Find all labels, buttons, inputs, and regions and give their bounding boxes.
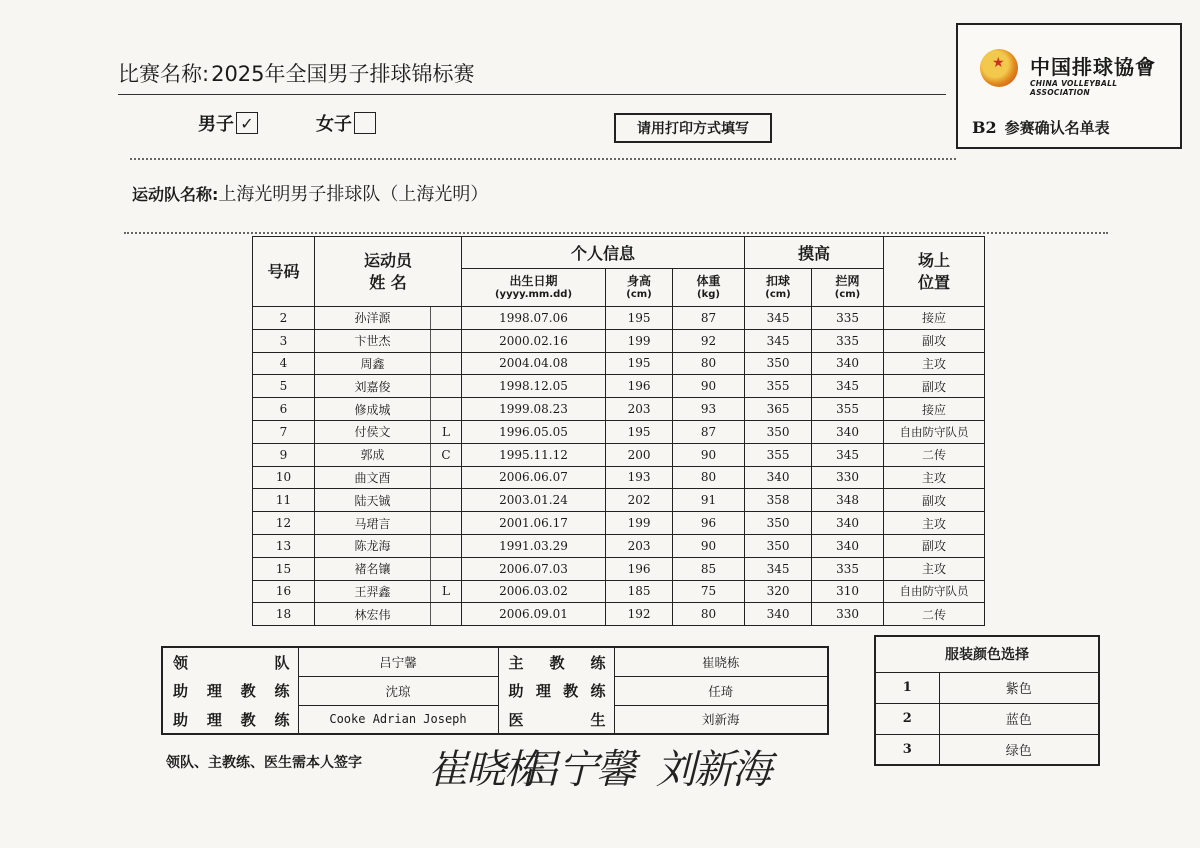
cell-role [431,557,462,580]
header-weight [673,269,745,307]
cell-role [431,603,462,626]
cell-block: 335 [812,307,884,330]
cell-pos: 主攻 [884,466,985,489]
table-row [253,329,985,352]
header-birth-format: (yyyy.mm.dd) [494,288,573,300]
table-row [253,580,985,603]
cell-spike: 355 [745,443,812,466]
uniform-color-name: 紫色 [939,672,1099,703]
cell-spike: 340 [745,603,812,626]
cell-birth: 1996.05.05 [462,420,606,443]
roster-body [253,307,985,626]
cell-no: 13 [253,534,315,557]
cell-spike: 350 [745,512,812,535]
cell-spike: 350 [745,534,812,557]
cell-height: 200 [606,443,673,466]
cell-role [431,466,462,489]
table-row [253,375,985,398]
cell-birth: 1999.08.23 [462,398,606,421]
staff-name-b: 崔晓栋 [614,647,828,676]
cell-weight: 87 [673,420,745,443]
male-checkbox[interactable]: ✓ [236,112,258,134]
cell-height: 185 [606,580,673,603]
cell-height: 199 [606,329,673,352]
table-row [253,307,985,330]
staff-name-b: 刘新海 [614,705,828,734]
cell-block: 345 [812,375,884,398]
cell-birth: 2001.06.17 [462,512,606,535]
cell-birth: 2004.04.08 [462,352,606,375]
staff-row [162,676,828,705]
cell-spike: 345 [745,557,812,580]
cell-spike: 345 [745,329,812,352]
cell-pos: 副攻 [884,329,985,352]
cell-name: 付侯文 [315,420,431,443]
header-weight-label: 体重 [696,273,721,288]
female-checkbox[interactable] [354,112,376,134]
team-name-label: 运动队名称: [132,185,219,204]
staff-row [162,705,828,734]
uniform-color-name: 绿色 [939,734,1099,765]
cell-name: 林宏伟 [315,603,431,626]
match-name-label: 比赛名称: [118,62,210,86]
cell-weight: 93 [673,398,745,421]
cell-height: 203 [606,398,673,421]
cell-weight: 75 [673,580,745,603]
cell-weight: 87 [673,307,745,330]
star-icon: ★ [992,55,1005,71]
cell-height: 202 [606,489,673,512]
header-position-line1: 场上 [918,250,951,270]
header-athlete-line1: 运动员 [364,250,413,270]
header-height-label: 身高 [627,273,652,288]
header-athlete [315,237,462,307]
header-position-line2: 位置 [918,272,951,292]
cell-name: 马珺言 [315,512,431,535]
cell-pos: 主攻 [884,352,985,375]
table-row [253,398,985,421]
header-height [606,269,673,307]
staff-role-a: 助理教练 [162,705,298,734]
cell-weight: 96 [673,512,745,535]
cell-block: 348 [812,489,884,512]
header-reach: 摸高 [745,237,884,269]
cell-birth: 2006.06.07 [462,466,606,489]
table-row [253,420,985,443]
association-name-cn: 中国排球協會 [1030,55,1156,79]
cell-role: C [431,443,462,466]
table-row [253,489,985,512]
cell-birth: 2006.03.02 [462,580,606,603]
cell-height: 199 [606,512,673,535]
cell-role [431,307,462,330]
table-row [253,466,985,489]
table-row [253,534,985,557]
uniform-color-title: 服装颜色选择 [875,636,1099,672]
print-instruction-box: 请用打印方式填写 [614,113,772,143]
cell-pos: 副攻 [884,534,985,557]
cell-birth: 2000.02.16 [462,329,606,352]
cell-no: 12 [253,512,315,535]
cell-pos: 自由防守队员 [884,580,985,603]
cell-block: 340 [812,420,884,443]
header-birth [462,269,606,307]
cell-no: 3 [253,329,315,352]
cell-block: 335 [812,557,884,580]
cell-height: 196 [606,557,673,580]
cell-spike: 355 [745,375,812,398]
header-birth-label: 出生日期 [509,273,558,288]
cell-birth: 1991.03.29 [462,534,606,557]
cell-block: 340 [812,512,884,535]
cell-role [431,398,462,421]
staff-table [161,646,829,735]
match-name-value: 2025年全国男子排球锦标赛 [211,62,475,86]
staff-role-a: 助理教练 [162,676,298,705]
cell-block: 335 [812,329,884,352]
match-underline [118,94,946,95]
header-personal-info: 个人信息 [462,237,745,269]
cell-weight: 92 [673,329,745,352]
cell-no: 5 [253,375,315,398]
cell-spike: 350 [745,420,812,443]
match-name-row [118,58,475,88]
table-row [253,443,985,466]
cell-height: 196 [606,375,673,398]
staff-name-b: 任琦 [614,676,828,705]
cell-block: 330 [812,603,884,626]
cell-role [431,512,462,535]
uniform-color-number: 1 [875,672,939,703]
staff-role-b: 医生 [498,705,614,734]
divider-dotted-top [130,158,956,160]
cell-name: 卞世杰 [315,329,431,352]
staff-name-a: 沈琼 [298,676,498,705]
cell-no: 18 [253,603,315,626]
cell-no: 9 [253,443,315,466]
cell-spike: 320 [745,580,812,603]
cell-name: 王羿鑫 [315,580,431,603]
cell-role [431,375,462,398]
female-option[interactable] [316,110,376,136]
cell-role: L [431,580,462,603]
cell-spike: 340 [745,466,812,489]
cell-pos: 副攻 [884,489,985,512]
cell-height: 193 [606,466,673,489]
form-code [972,117,1110,138]
signature-team-leader: 吕宁馨 [520,747,634,793]
team-name-row [132,180,488,206]
table-row [253,557,985,580]
cell-pos: 副攻 [884,375,985,398]
cell-pos: 自由防守队员 [884,420,985,443]
cell-pos: 二传 [884,443,985,466]
cell-name: 褚名镶 [315,557,431,580]
male-option[interactable] [198,110,258,136]
cell-no: 4 [253,352,315,375]
uniform-color-number: 3 [875,734,939,765]
cell-pos: 主攻 [884,512,985,535]
cell-height: 195 [606,352,673,375]
header-weight-unit: (kg) [697,288,720,300]
cell-no: 11 [253,489,315,512]
table-row [253,512,985,535]
cell-no: 16 [253,580,315,603]
cell-name: 刘嘉俊 [315,375,431,398]
cell-block: 340 [812,534,884,557]
header-athlete-line2: 姓 名 [369,272,407,292]
female-label: 女子 [316,114,352,135]
cell-birth: 2003.01.24 [462,489,606,512]
cell-height: 203 [606,534,673,557]
uniform-color-row [875,734,1099,765]
cell-birth: 2006.07.03 [462,557,606,580]
staff-name-a: 吕宁馨 [298,647,498,676]
cell-pos: 接应 [884,398,985,421]
cell-height: 192 [606,603,673,626]
cell-height: 195 [606,307,673,330]
table-row [253,603,985,626]
header-spike-label: 扣球 [766,273,791,288]
cell-pos: 接应 [884,307,985,330]
cell-spike: 358 [745,489,812,512]
uniform-color-row [875,703,1099,734]
table-row [253,352,985,375]
header-block [812,269,884,307]
uniform-color-name: 蓝色 [939,703,1099,734]
cell-spike: 345 [745,307,812,330]
cell-name: 郭成 [315,443,431,466]
cell-role [431,534,462,557]
cell-name: 陆天铖 [315,489,431,512]
cell-block: 330 [812,466,884,489]
cell-spike: 365 [745,398,812,421]
cell-name: 修成城 [315,398,431,421]
cell-role: L [431,420,462,443]
cell-weight: 90 [673,375,745,398]
cell-weight: 85 [673,557,745,580]
cell-birth: 2006.09.01 [462,603,606,626]
cell-birth: 1998.12.05 [462,375,606,398]
header-height-unit: (cm) [626,288,652,300]
team-name-value: 上海光明男子排球队（上海光明） [218,184,489,205]
header-position [884,237,985,307]
cell-weight: 90 [673,443,745,466]
cell-name: 周鑫 [315,352,431,375]
cell-birth: 1995.11.12 [462,443,606,466]
roster-table [252,236,985,626]
cell-birth: 1998.07.06 [462,307,606,330]
signature-head-coach: 崔晓栋 [428,747,542,793]
cell-pos: 二传 [884,603,985,626]
association-name-en: CHINA VOLLEYBALL ASSOCIATION [1030,79,1118,97]
cell-no: 2 [253,307,315,330]
cell-role [431,352,462,375]
uniform-color-row [875,672,1099,703]
staff-row [162,647,828,676]
cell-weight: 80 [673,466,745,489]
uniform-color-number: 2 [875,703,939,734]
uniform-color-body [875,672,1099,765]
cell-no: 6 [253,398,315,421]
male-label: 男子 [198,114,234,135]
cell-name: 曲文酉 [315,466,431,489]
staff-role-b: 主教练 [498,647,614,676]
signature-note: 领队、主教练、医生需本人签字 [166,755,362,771]
cell-weight: 80 [673,352,745,375]
cell-pos: 主攻 [884,557,985,580]
cell-no: 10 [253,466,315,489]
staff-body [162,647,828,734]
cell-block: 355 [812,398,884,421]
header-block-label: 拦网 [835,273,860,288]
form-code-id: B2 [972,118,997,137]
cell-name: 孙洋源 [315,307,431,330]
header-spike-unit: (cm) [765,288,791,300]
header-number: 号码 [253,237,315,307]
cell-no: 7 [253,420,315,443]
staff-role-b: 助理教练 [498,676,614,705]
cell-no: 15 [253,557,315,580]
header-block-unit: (cm) [834,288,861,300]
cell-spike: 350 [745,352,812,375]
cell-role [431,329,462,352]
cell-weight: 80 [673,603,745,626]
signature-doctor: 刘新海 [656,747,770,793]
cell-height: 195 [606,420,673,443]
uniform-color-table [874,635,1100,766]
header-spike [745,269,812,307]
cell-role [431,489,462,512]
form-id-box [956,23,1182,149]
cell-weight: 90 [673,534,745,557]
cell-name: 陈龙海 [315,534,431,557]
cell-block: 310 [812,580,884,603]
form-title: 参赛确认名单表 [1004,119,1110,137]
staff-role-a: 领队 [162,647,298,676]
cell-block: 345 [812,443,884,466]
divider-dotted-mid [124,232,1108,234]
cell-weight: 91 [673,489,745,512]
cell-block: 340 [812,352,884,375]
staff-name-a: Cooke Adrian Joseph [298,705,498,734]
